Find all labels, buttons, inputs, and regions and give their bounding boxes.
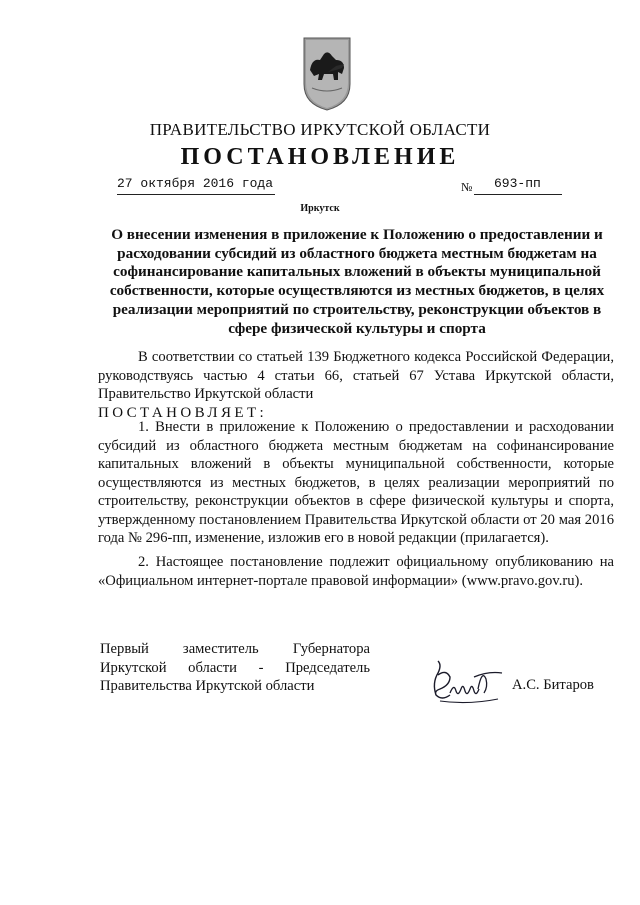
document-date: 27 октября 2016 года bbox=[117, 176, 274, 191]
date-underline bbox=[117, 194, 275, 195]
signatory-name: А.С. Битаров bbox=[512, 677, 594, 693]
signatory-position bbox=[100, 640, 370, 696]
position-line-1: Первый заместитель Губернатора bbox=[100, 641, 370, 657]
resolves-text: ПОСТАНОВЛЯЕТ: bbox=[98, 405, 268, 421]
city-label: Иркутск bbox=[300, 203, 340, 214]
position-line-2: Иркутской области - Председатель bbox=[100, 659, 370, 676]
item2-text: 2. Настоящее постановление подлежит официальному опубликованию на «Официальном интернет-портале правовой информации» (www.pravo.gov.ru). bbox=[98, 554, 614, 589]
position-line-3: Правительства Иркутской области bbox=[100, 678, 315, 694]
document-number: 693-пп bbox=[494, 176, 541, 191]
government-title: ПРАВИТЕЛЬСТВО ИРКУТСКОЙ ОБЛАСТИ bbox=[149, 120, 491, 139]
number-underline bbox=[474, 194, 562, 195]
irkutsk-coat-of-arms-icon bbox=[302, 36, 352, 112]
body-preamble bbox=[98, 348, 614, 404]
body-item-1 bbox=[98, 418, 614, 548]
number-sign: № bbox=[461, 180, 473, 194]
document-subject: О внесении изменения в приложение к Положению о предоставлении и расходовании субсидий из областного бюджета местным бюджетам на софинансирование капитальных вложений в объекты муниципальной собственности, которые осуществляются из местных бюджетов, в целях реализации мероприятий по строительству, реконструкции объектов в сфере физической культуры и спорта bbox=[109, 226, 605, 337]
preamble-text: В соответствии со статьей 139 Бюджетного кодекса Российской Федерации, руководствуясь частью 4 статьи 66, статьей 67 Устава Иркутской области, Правительство Иркутской области bbox=[98, 349, 614, 402]
document-type: ПОСТАНОВЛЕНИЕ bbox=[180, 144, 460, 170]
handwritten-signature-icon bbox=[428, 655, 506, 707]
body-item-2 bbox=[98, 553, 614, 590]
item1-text: 1. Внести в приложение к Положению о предоставлении и расходовании субсидий из областного бюджета местным бюджетам на софинансирование капитальных вложений в объекты муниципальной собственности, которые осуществляются из местных бюджетов, в целях реализации мероприятий по строительству, реконструкции объектов в сфере физической культуры и спорта, утвержденному постановлением Правительства Иркутской области от 20 мая 2016 года № 296-пп, изменение, изложив его в новой редакции (прилагается). bbox=[98, 419, 614, 546]
